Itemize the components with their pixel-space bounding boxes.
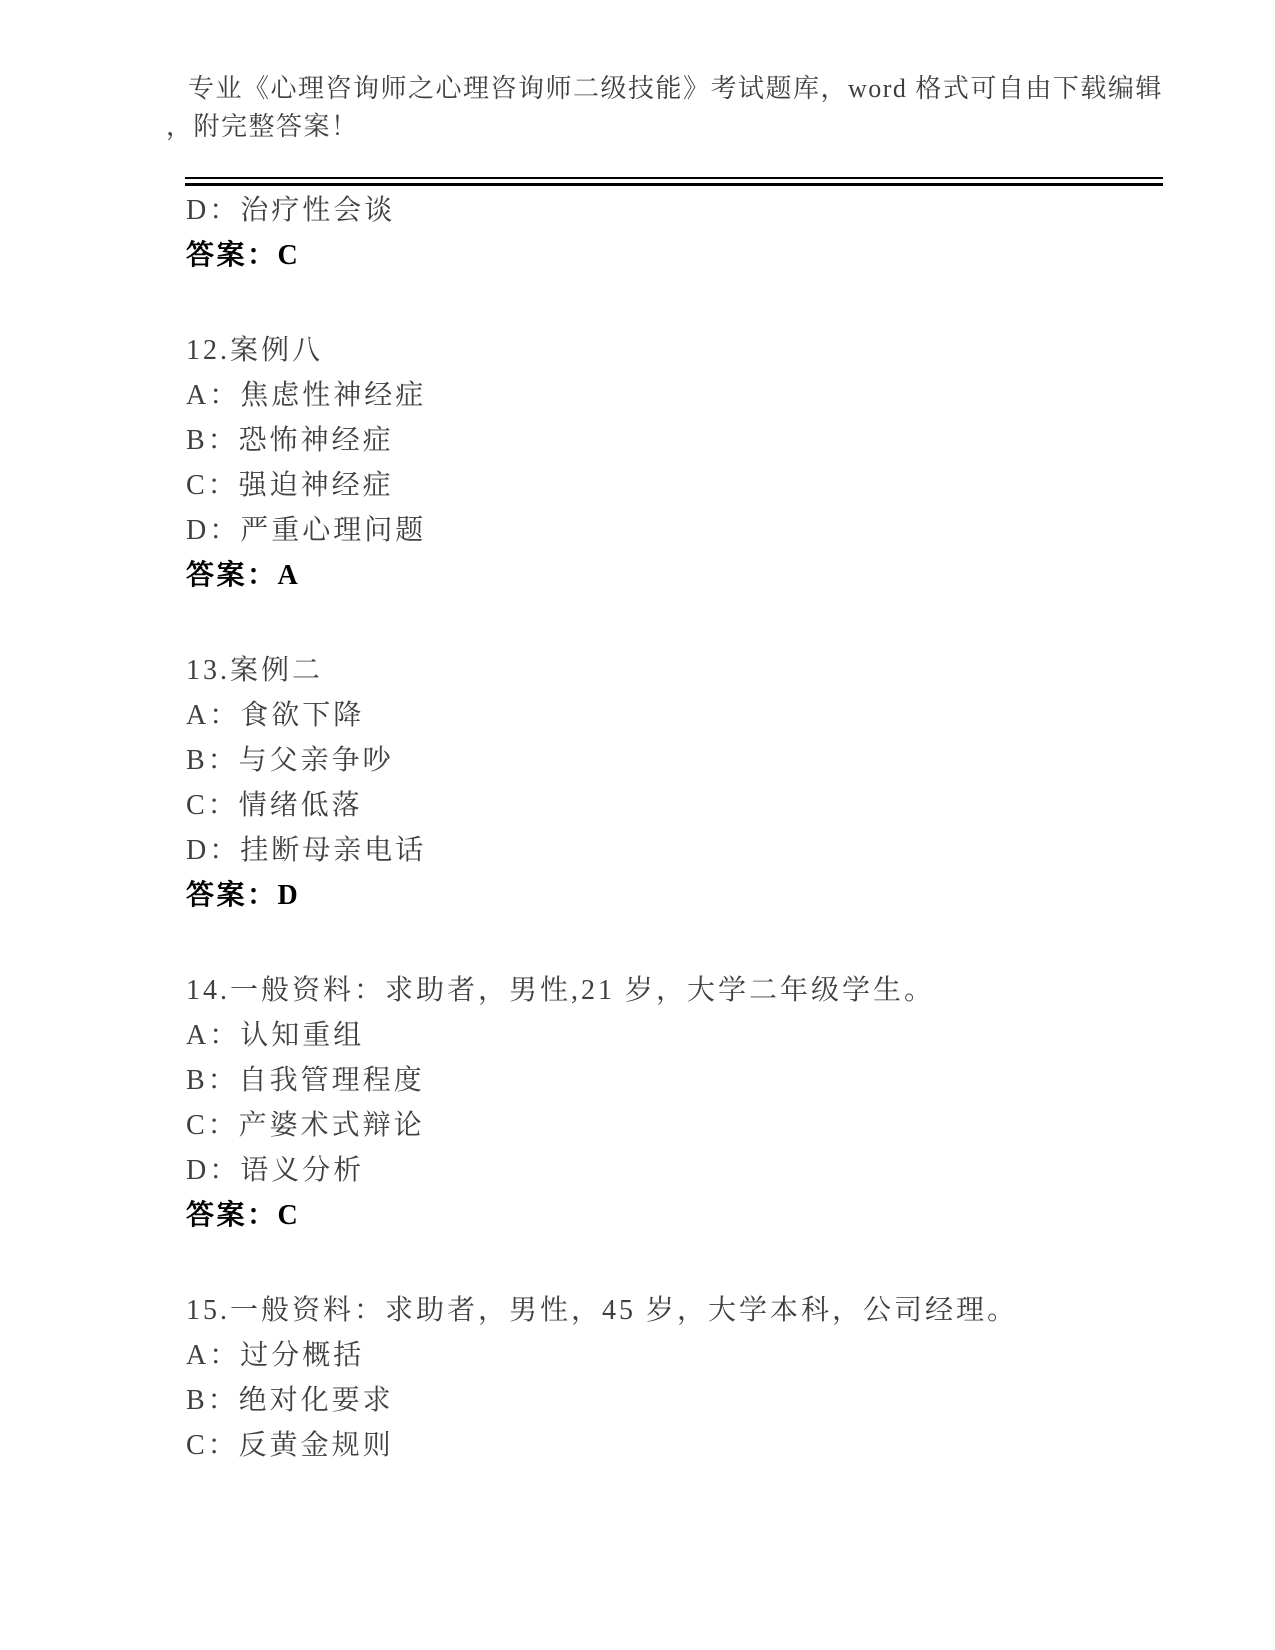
question-line: 13.案例二: [186, 655, 324, 686]
option-line: C：产婆术式辩论: [186, 1110, 425, 1141]
option-line: D：严重心理问题: [186, 515, 427, 546]
option-line: D：挂断母亲电话: [186, 835, 427, 866]
option-line: A：食欲下降: [186, 700, 365, 731]
option-line: D：治疗性会谈: [186, 195, 396, 226]
option-line: C：强迫神经症: [186, 470, 394, 501]
question-line: 12.案例八: [186, 335, 324, 366]
answer-line: 答案：A: [186, 560, 301, 591]
header-line-2: ，附完整答案！: [166, 112, 359, 141]
answer-line: 答案：C: [186, 240, 301, 271]
header-line-1: 专业《心理咨询师之心理咨询师二级技能》考试题库，word 格式可自由下载编辑: [188, 74, 1163, 103]
document-body: [186, 188, 1196, 1468]
option-line: B：自我管理程度: [186, 1065, 425, 1096]
option-line: D：语义分析: [186, 1155, 365, 1186]
question-line: 15.一般资料：求助者，男性，45 岁，大学本科，公司经理。: [186, 1295, 1019, 1326]
question-line: 14.一般资料：求助者，男性,21 岁，大学二年级学生。: [186, 975, 936, 1006]
page-header: [166, 70, 1163, 146]
option-line: C：反黄金规则: [186, 1430, 394, 1461]
answer-line: 答案：C: [186, 1200, 301, 1231]
option-line: B：恐怖神经症: [186, 425, 394, 456]
option-line: A：焦虑性神经症: [186, 380, 427, 411]
answer-line: 答案：D: [186, 880, 301, 911]
option-line: B：与父亲争吵: [186, 745, 394, 776]
option-line: B：绝对化要求: [186, 1385, 394, 1416]
option-line: A：认知重组: [186, 1020, 365, 1051]
option-line: C：情绪低落: [186, 790, 363, 821]
option-line: A：过分概括: [186, 1340, 365, 1371]
header-divider: [185, 177, 1163, 186]
